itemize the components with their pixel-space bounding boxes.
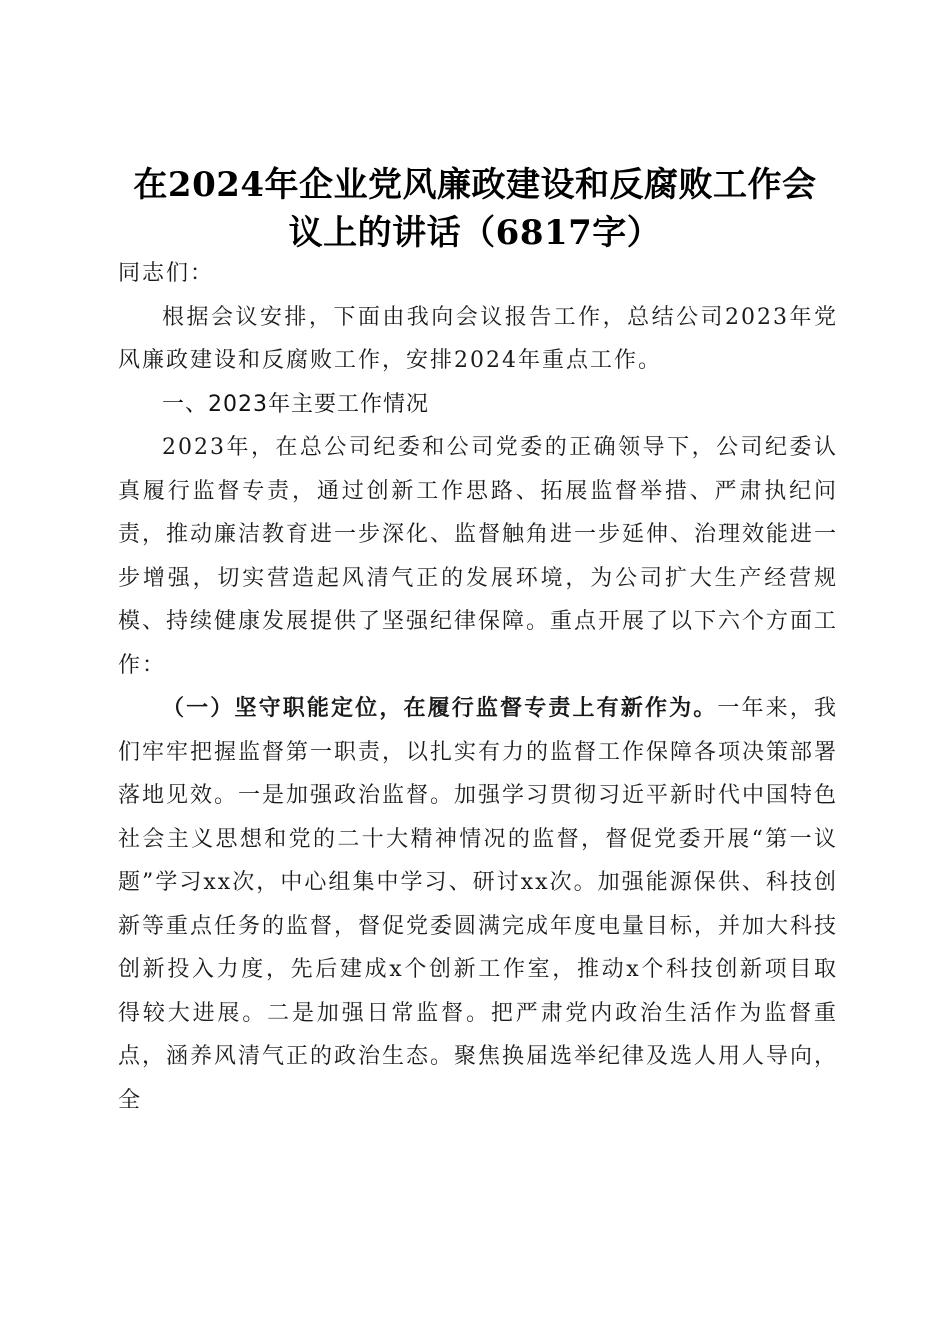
subsection-body: 一年来，我们牢牢把握监督第一职责，以扎实有力的监督工作保障各项决策部署落地见效。一是加强政治监督。加强学习贯彻习近平新时代中国特色社会主义思想和党的二十大精神情况的监督，督促党委开展“第一议题”学习xx次，中心组集中学习、研讨xx次。加强能源保供、科技创新等重点任务的监督，督促党委圆满完成年度电量目标，并加大科技创新投入力度，先后建成x个创新工作室，推动x个科技创新项目取得较大进展。二是加强日常监督。把严肃党内政治生活作为监督重点，涵养风清气正的政治生态。聚焦换届选举纪律及选人用人导向，全	[118, 696, 839, 1113]
title-line-2: 议上的讲话（6817字）	[288, 212, 662, 253]
section-paragraph: 2023年，在总公司纪委和公司党委的正确领导下，公司纪委认真履行监督专责，通过创新工作思路、拓展监督举措、严肃执纪问责，推动廉洁教育进一步深化、监督触角进一步延伸、治理效能进一步增强，切实营造起风清气正的发展环境，为公司扩大生产经营规模、持续健康发展提供了坚强纪律保障。重点开展了以下六个方面工作：	[118, 435, 839, 678]
document-title	[100, 161, 850, 257]
salutation: 同志们：	[118, 261, 215, 286]
section-heading: 一、2023年主要工作情况	[162, 391, 429, 417]
subsection-paragraph	[118, 687, 838, 1122]
subsection-heading: （一）坚守职能定位，在履行监督专责上有新作为。	[162, 695, 718, 721]
document-body	[118, 252, 838, 1122]
title-line-1: 在2024年企业党风廉政建设和反腐败工作会	[133, 164, 817, 205]
intro-paragraph: 根据会议安排，下面由我向会议报告工作，总结公司2023年党风廉政建设和反腐败工作，安排2024年重点工作。	[118, 304, 838, 373]
